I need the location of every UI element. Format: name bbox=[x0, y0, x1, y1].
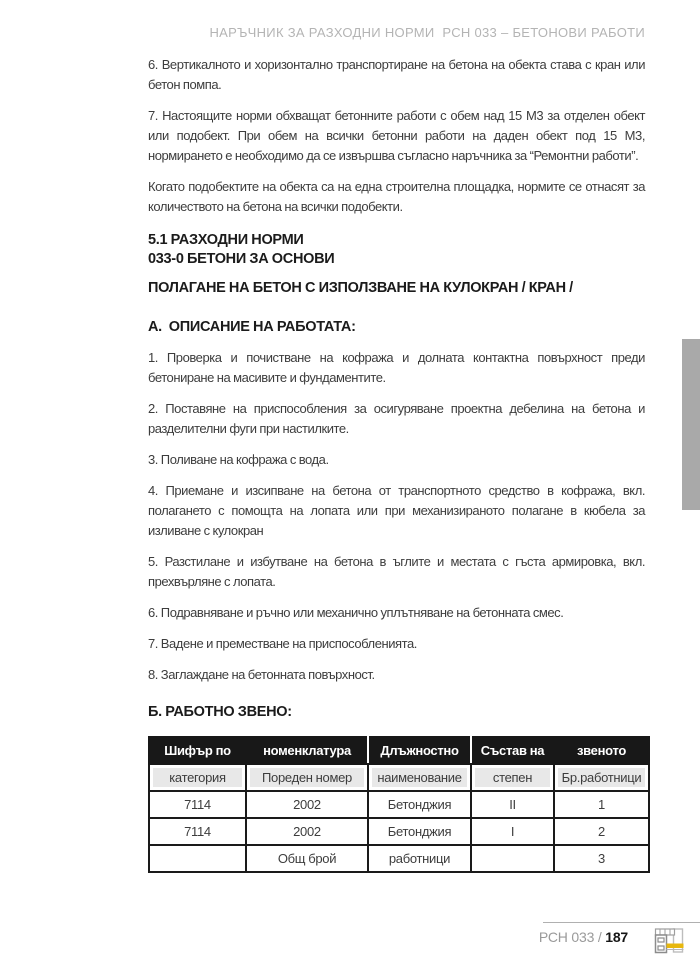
table-cell: Бетонджия bbox=[368, 791, 471, 818]
table-cell bbox=[149, 845, 246, 872]
column-header: Шифър по bbox=[149, 737, 246, 764]
column-header: номенклатура bbox=[246, 737, 368, 764]
section-subheading: ПОЛАГАНЕ НА БЕТОН С ИЗПОЛЗВАНЕ НА КУЛОКРАН / КРАН / bbox=[148, 280, 573, 296]
table-cell: II bbox=[471, 791, 554, 818]
column-subheader: Бр.работници bbox=[554, 764, 649, 791]
work-item: 1. Проверка и почистване на кофража и долната контактна повърхност преди бетониране на масивите и фундаментите. bbox=[148, 350, 645, 385]
work-item: 7. Вадене и преместване на приспособленията. bbox=[148, 636, 417, 651]
table-row bbox=[149, 791, 649, 818]
column-subheader: Пореден номер bbox=[246, 764, 368, 791]
column-subheader: степен bbox=[471, 764, 554, 791]
work-item: 8. Заглаждане на бетонната повърхност. bbox=[148, 667, 375, 682]
footer-divider bbox=[543, 922, 700, 923]
column-header: Състав на bbox=[471, 737, 554, 764]
work-item: 5. Разстилане и избутване на бетона в ъглите и местата с гъста армировка, вкл. прехвърляне с лопата. bbox=[148, 554, 645, 589]
table-cell: 2 bbox=[554, 818, 649, 845]
publisher-construction-logo-icon bbox=[651, 926, 689, 958]
table-cell: 7114 bbox=[149, 818, 246, 845]
footer-doc-ref: РСН 033 / bbox=[538, 929, 606, 945]
footer-page-reference bbox=[539, 929, 628, 945]
footer-page-number: 187 bbox=[605, 929, 628, 945]
table-header-row-primary bbox=[149, 737, 649, 764]
table-cell: I bbox=[471, 818, 554, 845]
section-heading bbox=[148, 231, 645, 269]
table-cell: Общ брой bbox=[246, 845, 368, 872]
work-item: 6. Подравняване и ръчно или механично уплътняване на бетонната смес. bbox=[148, 605, 564, 620]
section-heading-line2: 033-0 БЕТОНИ ЗА ОСНОВИ bbox=[148, 251, 335, 267]
work-description-title: А. ОПИСАНИЕ НА РАБОТАТА: bbox=[148, 319, 356, 335]
table-row-total bbox=[149, 845, 649, 872]
column-subheader: наименование bbox=[368, 764, 471, 791]
paragraph-scope: 7. Настоящите норми обхващат бетонните работи с обем над 15 М3 за отделен обект или подобект. При обем на всички бетонни работи на даден обект под 15 М3, нормирането е необходимо да се извършва съгласно наръчника за “Ремонтни работи”. bbox=[148, 108, 645, 163]
page-edge-section-tab bbox=[682, 339, 700, 510]
paragraph-subsites: Когато подобектите на обекта са на една строителна площадка, нормите се отнасят за количеството на бетона на всички подобекти. bbox=[148, 179, 645, 214]
column-header: Длъжностно bbox=[368, 737, 471, 764]
table-row bbox=[149, 818, 649, 845]
work-unit-title: Б. РАБОТНО ЗВЕНО: bbox=[148, 704, 292, 720]
table-cell bbox=[471, 845, 554, 872]
work-item: 2. Поставяне на приспособления за осигуряване проектна дебелина на бетона и разделителни фуги при настилките. bbox=[148, 401, 645, 436]
paragraph-transport: 6. Вертикалното и хоризонтално транспортиране на бетона на обекта става с кран или бетон помпа. bbox=[148, 57, 645, 92]
section-heading-line1: 5.1 РАЗХОДНИ НОРМИ bbox=[148, 232, 304, 248]
page-content bbox=[148, 55, 645, 873]
running-header: НАРЪЧНИК ЗА РАЗХОДНИ НОРМИ РСН 033 – БЕТОНОВИ РАБОТИ bbox=[209, 25, 645, 40]
table-cell: 7114 bbox=[149, 791, 246, 818]
table-cell: Бетонджия bbox=[368, 818, 471, 845]
column-subheader: категория bbox=[149, 764, 246, 791]
work-item: 4. Приемане и изсипване на бетона от транспортното средство в кофража, вкл. полагането с помощта на лопата или при механизираното полагане в кюбела за изливане с кулокран bbox=[148, 483, 645, 538]
table-cell: 3 bbox=[554, 845, 649, 872]
table-header-row-secondary bbox=[149, 764, 649, 791]
column-header: звеното bbox=[554, 737, 649, 764]
table-cell: 1 bbox=[554, 791, 649, 818]
table-cell: работници bbox=[368, 845, 471, 872]
work-item: 3. Поливане на кофража с вода. bbox=[148, 452, 329, 467]
work-crew-table bbox=[148, 736, 650, 873]
table-cell: 2002 bbox=[246, 818, 368, 845]
table-cell: 2002 bbox=[246, 791, 368, 818]
